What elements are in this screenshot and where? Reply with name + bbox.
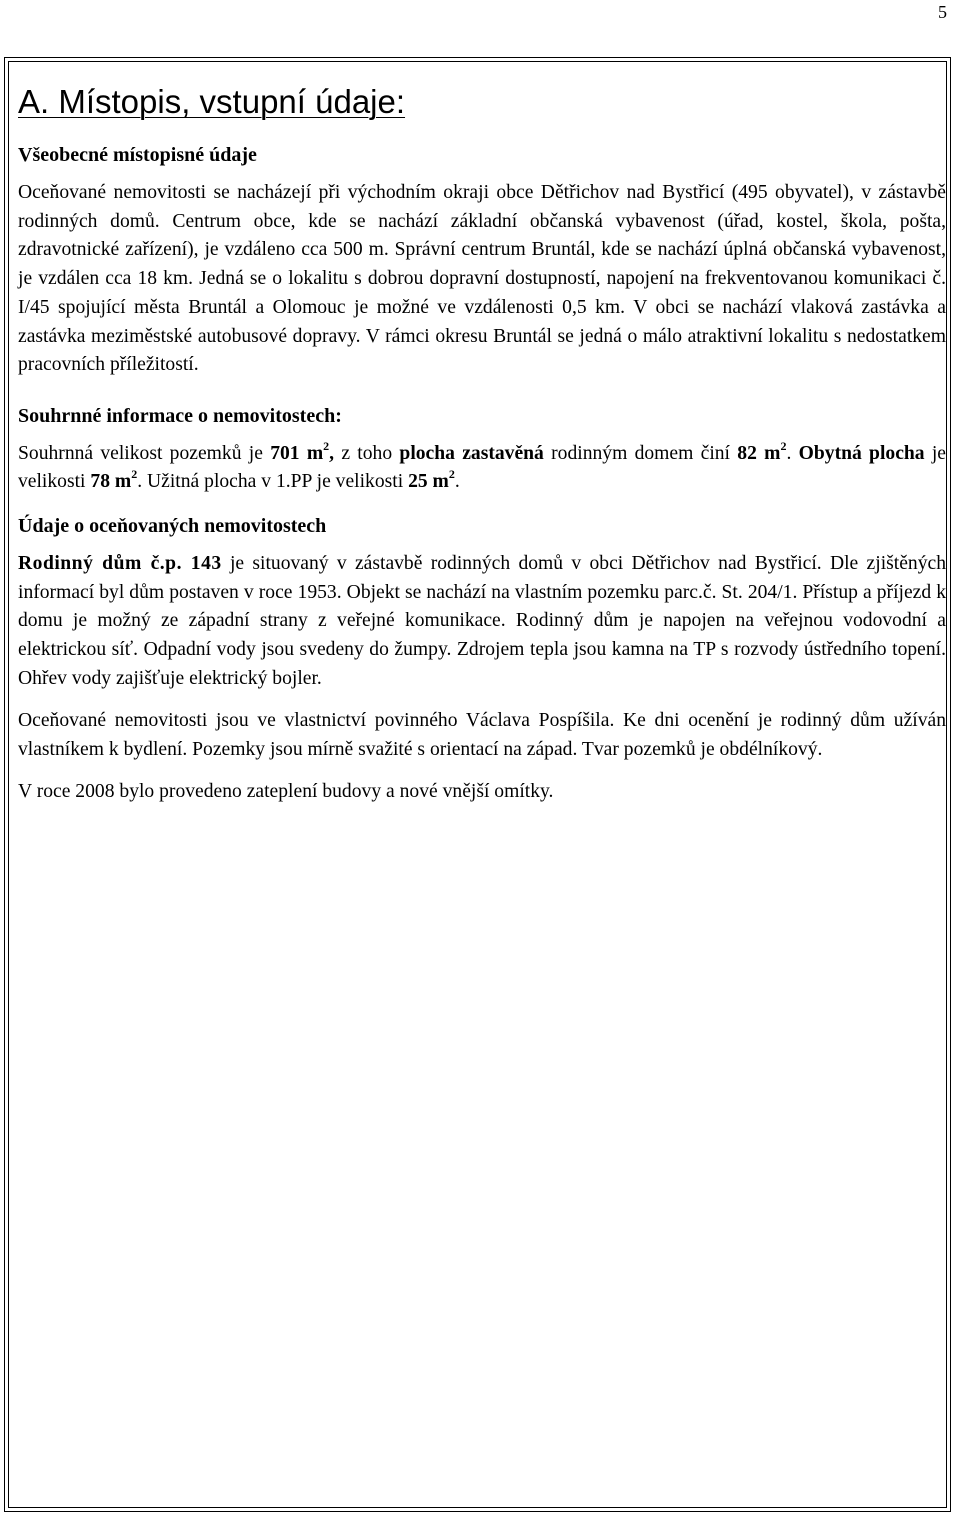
general-info-text: Oceňované nemovitosti se nacházejí při východním okraji obce Dětřichov nad Bystřicí (495 obyvatel), v zástavbě rodinných domů. Centrum obce, kde se nachází základní občanská vybavenost (úřad, kostel, škola, pošta, zdravotnické zařízení), je vzdáleno cca 500 m. Správní centrum Bruntál, kde se nachází úplná občanská vybavenost, je vzdálen cca 18 km. Jedná se o lokalitu s dobrou dopravní dostupností, napojení na frekventovanou komunikaci č. I/45 spojující města Bruntál a Olomouc je možné ve vzdálenosti 0,5 km. V obci se nachází vlaková zastávka a zastávka meziměstské autobusové dopravy. V rámci okresu Bruntál se jedná o málo atraktivní lokalitu s nedostatkem pracovních příležitostí. bbox=[18, 182, 946, 376]
document-content bbox=[18, 80, 946, 807]
objects-title: Údaje o oceňovaných nemovitostech bbox=[18, 514, 327, 537]
object-description: Rodinný dům č.p. 143 je situovaný v zástavbě rodinných domů v obci Dětřichov nad Bystřicí. Dle zjištěných informací byl dům postaven v roce 1953. Objekt se nachází na vlastním pozemku parc.č. St. 204/1. Přístup a příjezd k domu je možný ze západní strany z veřejné komunikace. Rodinný dům je napojen na veřejnou vodovodní a elektrickou síť. Odpadní vody jsou svedeny do žumpy. Zdrojem tepla jsou kamna na TP s rozvody ústředního topení. Ohřev vody zajišťuje elektrický bojler. bbox=[18, 552, 946, 689]
renovation-text: V roce 2008 bylo provedeno zateplení budovy a nové vnější omítky. bbox=[18, 780, 554, 802]
general-info-title: Všeobecné místopisné údaje bbox=[18, 144, 257, 166]
summary-text: Souhrnná velikost pozemků je 701 $m^2$, z toho plocha zastavěná rodinným domem činí 82 $m^2$. Obytná plocha je velikosti 78 $m^2$. Užitná plocha v 1.PP je velikosti 25 $m^2$. bbox=[18, 438, 947, 493]
page-number: 5 bbox=[938, 2, 947, 22]
object-name: Rodinný dům č.p. 143 bbox=[18, 552, 222, 574]
summary-title: Souhrnné informace o nemovitostech: bbox=[18, 404, 342, 427]
section-heading: A. Místopis, vstupní údaje: bbox=[18, 83, 406, 120]
ownership-text: Oceňované nemovitosti jsou ve vlastnictví povinného Václava Pospíšila. Ke dni ocenění je rodinný dům užíván vlastníkem k bydlení. Pozemky jsou mírně svažité s orientací na západ. Tvar pozemků je obdélníkový. bbox=[18, 710, 946, 761]
